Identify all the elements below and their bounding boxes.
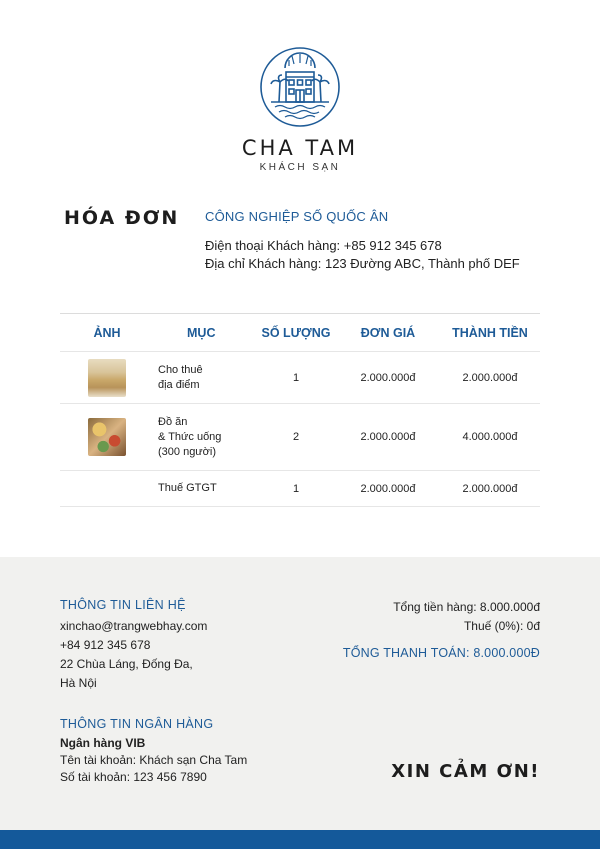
contact-phone: +84 912 345 678	[60, 638, 151, 652]
header-item: MỤC	[154, 314, 256, 352]
customer-address: Địa chỉ Khách hàng: 123 Đường ABC, Thành phố DEF	[205, 256, 520, 271]
row-total: 2.000.000đ	[440, 352, 540, 404]
row-unit-price: 2.000.000đ	[336, 404, 440, 471]
hotel-palm-logo-icon	[259, 46, 341, 128]
food-photo-icon	[88, 418, 126, 456]
item-line: địa điểm	[158, 378, 200, 391]
item-line: Thuế GTGT	[158, 482, 217, 494]
row-item-cell	[154, 404, 256, 471]
customer-name: CÔNG NGHIỆP SỐ QUỐC ÂN	[205, 209, 389, 224]
row-total: 4.000.000đ	[440, 404, 540, 471]
totals-block	[343, 598, 540, 660]
grand-total: TỔNG THANH TOÁN: 8.000.000Đ	[342, 646, 540, 660]
table-row	[60, 404, 540, 471]
contact-info	[60, 598, 207, 693]
thank-you-text: XIN CẢM ƠN!	[391, 761, 540, 782]
row-image-cell	[60, 404, 154, 471]
row-quantity: 2	[256, 404, 336, 471]
row-item-cell	[154, 471, 256, 507]
table-row	[60, 352, 540, 404]
footer-bar	[0, 830, 600, 849]
table-row	[60, 471, 540, 507]
invoice-items-table	[60, 313, 540, 507]
row-image-cell	[60, 352, 154, 404]
brand-subtitle: KHÁCH SẠN	[259, 162, 341, 173]
customer-phone: Điện thoại Khách hàng: +85 912 345 678	[205, 238, 442, 253]
header-unit-price: ĐƠN GIÁ	[336, 314, 440, 352]
customer-info	[205, 209, 520, 273]
header-quantity: SỐ LƯỢNG	[256, 314, 336, 352]
item-line: & Thức uống	[158, 430, 222, 443]
contact-address-line2: Hà Nội	[60, 676, 97, 690]
subtotal: Tổng tiền hàng: 8.000.000đ	[393, 600, 540, 614]
row-total: 2.000.000đ	[440, 471, 540, 507]
row-unit-price: 2.000.000đ	[336, 352, 440, 404]
bank-info	[60, 717, 247, 786]
row-unit-price: 2.000.000đ	[336, 471, 440, 507]
row-image-cell	[60, 471, 154, 507]
table-header-row	[60, 314, 540, 352]
invoice-title: HÓA ĐƠN	[64, 207, 180, 229]
tax: Thuế (0%): 0đ	[463, 619, 540, 633]
row-quantity: 1	[256, 471, 336, 507]
venue-photo-icon	[88, 359, 126, 397]
bank-title: THÔNG TIN NGÂN HÀNG	[60, 717, 214, 731]
item-line: Cho thuê	[158, 363, 203, 376]
brand-name: CHA TAM	[241, 136, 359, 160]
header-image: ẢNH	[60, 314, 154, 352]
contact-email: xinchao@trangwebhay.com	[60, 619, 208, 633]
contact-title: THÔNG TIN LIÊN HỆ	[60, 598, 186, 612]
bank-name: Ngân hàng VIB	[60, 736, 146, 750]
row-quantity: 1	[256, 352, 336, 404]
item-line: (300 người)	[158, 445, 216, 458]
bank-account-name: Tên tài khoản: Khách sạn Cha Tam	[60, 753, 248, 767]
header-total: THÀNH TIỀN	[440, 314, 540, 352]
contact-address-line1: 22 Chùa Láng, Đống Đa,	[60, 657, 193, 671]
brand-block	[0, 136, 600, 173]
bank-account-number: Số tài khoản: 123 456 7890	[60, 770, 207, 784]
row-item-cell	[154, 352, 256, 404]
item-line: Đồ ăn	[158, 415, 188, 428]
